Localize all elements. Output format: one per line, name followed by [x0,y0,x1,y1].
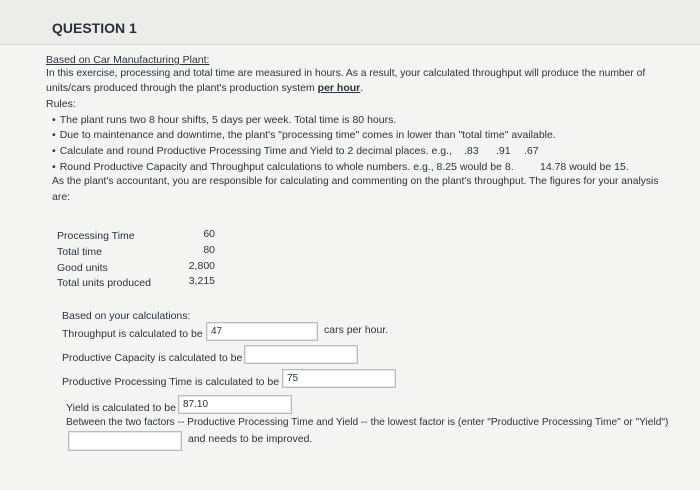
rules-label: Rules: [46,98,76,110]
bullet-icon: • [52,114,56,126]
intro-heading: Based on Car Manufacturing Plant: [46,54,210,66]
figure-label: Total units produced [57,277,151,289]
intro-line-2-text: units/cars produced through the plant's production system [46,82,318,94]
throughput-suffix: cars per hour. [324,324,389,336]
bullet-icon: • [52,161,56,173]
example-decimal: .67 [524,145,539,157]
figure-value: 80 [203,244,215,256]
rule-text: The plant runs two 8 hour shifts, 5 days per week. Total time is 80 hours. [59,114,397,126]
factor-suffix: and needs to be improved. [188,433,313,445]
rule-item [52,145,452,157]
ppt-input[interactable]: 75 [282,369,396,388]
question-header [0,0,700,45]
rule-text: Round Productive Capacity and Throughput calculations to whole numbers. e.g., 8.25 would be 8. [59,161,514,173]
note-line-2: are: [52,191,71,203]
intro-line-1: In this exercise, processing and total time are measured in hours. As a result, your calculated throughput will produce the number of [46,68,646,79]
figure-value: 60 [203,228,215,240]
capacity-input[interactable] [244,345,358,364]
rule-item [52,161,514,173]
factor-input[interactable] [68,431,182,451]
note-line-1: As the plant's accountant, you are responsible for calculating and commenting on the plant's throughput. The figures for your analysis [52,176,659,187]
yield-input[interactable]: 87.10 [178,395,292,414]
figure-label: Total time [57,246,102,258]
bullet-icon: • [52,145,56,157]
capacity-label: Productive Capacity is calculated to be [62,352,243,364]
intro-line-2-end: . [360,82,364,94]
intro-per-hour: per hour [317,82,361,94]
example-decimal: .83 [464,145,479,157]
throughput-label: Throughput is calculated to be [62,328,203,340]
intro-line-2 [46,82,363,94]
throughput-input[interactable]: 47 [206,322,318,341]
ppt-label: Productive Processing Time is calculated to be [62,376,280,388]
bullet-icon: • [52,129,56,141]
figure-value: 2,800 [188,260,215,272]
calculations-intro: Based on your calculations: [62,310,191,322]
example-whole: 14.78 would be 15. [540,161,629,173]
figure-label: Good units [57,262,108,274]
rule-item [52,129,556,141]
rule-item [52,114,396,126]
rule-text: Calculate and round Productive Processing Time and Yield to 2 decimal places. e.g., [59,145,452,157]
yield-label: Yield is calculated to be [66,402,176,414]
figure-value: 3,215 [188,275,215,287]
factor-question: Between the two factors -- Productive Processing Time and Yield -- the lowest factor is (enter "Productive Processing Time" or "Yield") [66,417,669,428]
rule-text: Due to maintenance and downtime, the plant's "processing time" comes in lower than "total time" available. [59,129,556,141]
example-decimal: .91 [496,145,511,157]
figure-label: Processing Time [57,230,135,242]
question-title: QUESTION 1 [52,20,137,36]
